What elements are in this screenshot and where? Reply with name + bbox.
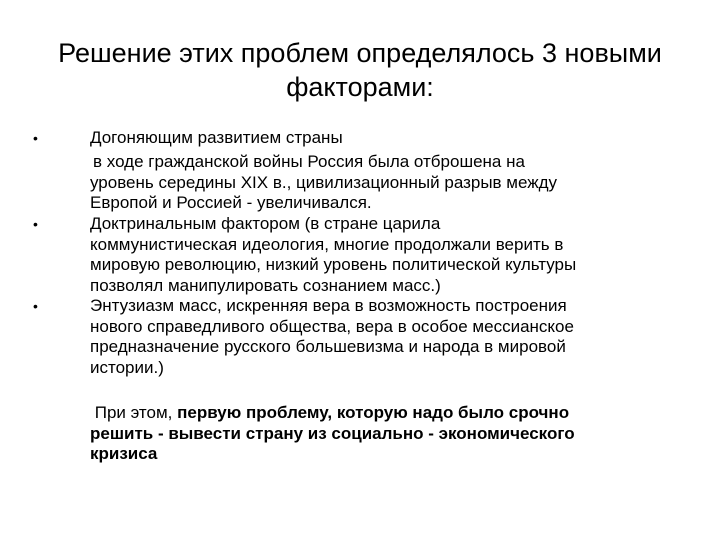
bullet-3-line-4: истории.): [90, 357, 164, 377]
bullet-text: [90, 296, 690, 378]
bullet-marker: •: [33, 216, 38, 232]
bullet-2-line-2: коммунистическая идеология, многие продолжали верить в: [90, 234, 564, 254]
bullet-2-line-3: мировую революцию, низкий уровень политической культуры: [90, 255, 577, 274]
bullet-2-line-4: позволял манипулировать сознанием масс.): [90, 275, 441, 295]
closing-paragraph: [90, 403, 690, 465]
closing-bold-line-1: первую проблему, которую надо было срочно: [177, 403, 570, 422]
closing-bold-line-3: кризиса: [90, 444, 158, 463]
closing-prefix: При этом,: [94, 403, 178, 422]
bullet-text: [90, 128, 690, 149]
bullet-1-cont-line-3: Европой и Россией - увеличивался.: [90, 193, 372, 212]
bullet-1-continuation-wrap: [90, 173, 690, 214]
bullet-1-cont-line-2: уровень середины XIX в., цивилизационный разрыв между: [90, 172, 558, 192]
closing-line-1: [90, 403, 690, 424]
bullet-marker: •: [33, 130, 38, 146]
bullet-1-line-1: Догоняющим развитием страны: [90, 128, 343, 147]
bullet-2-line-1: Доктринальным фактором (в стране царила: [90, 214, 441, 233]
bullet-3-line-2: нового справедливого общества, вера в особое мессианское: [90, 316, 574, 336]
bullet-3-line-3: предназначение русского большевизма и народа в мировой: [90, 337, 566, 356]
bullet-text: [90, 214, 690, 296]
closing-bold-line-2: решить - вывести страну из социально - экономического: [90, 423, 575, 443]
slide-title: [30, 36, 690, 104]
slide-title-line-2: факторами:: [286, 72, 434, 102]
bullet-1-cont-line-1: в ходе гражданской войны Россия была отброшена на: [93, 152, 525, 171]
bullet-marker: •: [33, 298, 38, 314]
bullet-3-line-1: Энтузиазм масс, искренняя вера в возможность построения: [90, 296, 567, 315]
slide-title-line-1: Решение этих проблем определялось 3 новыми: [58, 38, 662, 68]
bullet-1-continuation: [93, 152, 693, 173]
